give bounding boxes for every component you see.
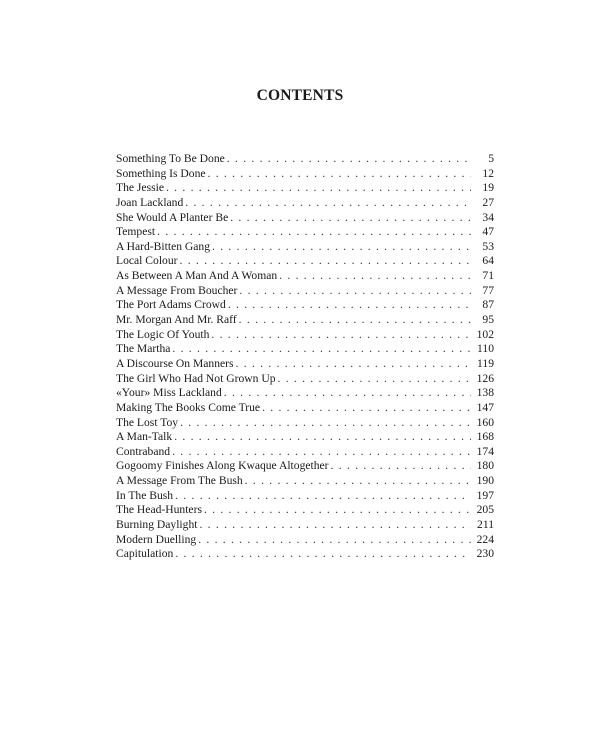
chapter-title: Contraband [116, 444, 171, 458]
dot-leader [245, 474, 471, 489]
dot-leader [227, 152, 471, 167]
toc-entry [116, 181, 494, 196]
chapter-title: A Message From Boucher [116, 283, 238, 297]
page-number: 27 [482, 195, 494, 209]
dot-leader [172, 342, 471, 357]
dot-leader [262, 401, 471, 416]
chapter-title: Joan Lackland [116, 195, 184, 209]
chapter-title: Local Colour [116, 254, 178, 268]
page-number: 147 [476, 400, 494, 414]
dot-leader [198, 533, 471, 548]
dot-leader [239, 313, 471, 328]
dot-leader [175, 489, 471, 504]
toc-entry [116, 489, 494, 504]
page-number: 197 [476, 488, 494, 502]
chapter-title: As Between A Man And A Woman [116, 269, 278, 283]
page-number: 95 [482, 313, 494, 327]
chapter-title: The Head-Hunters [116, 503, 202, 517]
chapter-title: The Jessie [116, 181, 164, 195]
dot-leader [208, 167, 471, 182]
page-number: 77 [482, 283, 494, 297]
page-number: 190 [476, 474, 494, 488]
page-number: 34 [482, 210, 494, 224]
dot-leader [278, 372, 472, 387]
page-number: 12 [482, 166, 494, 180]
dot-leader [224, 386, 471, 401]
chapter-title: Making The Books Come True [116, 400, 261, 414]
chapter-title: Something Is Done [116, 166, 206, 180]
chapter-title: A Hard-Bitten Gang [116, 239, 211, 253]
dot-leader [180, 254, 472, 269]
dot-leader [204, 503, 471, 518]
page-number: 5 [488, 152, 494, 165]
page-number: 138 [476, 386, 494, 400]
page-number: 126 [476, 371, 494, 385]
dot-leader [175, 547, 471, 562]
chapter-title: Tempest [116, 225, 156, 239]
page-number: 180 [476, 459, 494, 473]
toc-entry [116, 269, 494, 284]
dot-leader [172, 445, 471, 460]
dot-leader [199, 518, 471, 533]
toc-entry [116, 152, 494, 167]
dot-leader [212, 240, 471, 255]
toc-entry [116, 430, 494, 445]
page-number: 174 [476, 444, 494, 458]
chapter-title: Burning Daylight [116, 518, 198, 532]
chapter-title: Something To Be Done [116, 152, 225, 165]
chapter-title: Capitulation [116, 547, 174, 561]
toc-entry [116, 167, 494, 182]
page-number: 160 [476, 415, 494, 429]
dot-leader [180, 416, 471, 431]
page-number: 71 [482, 269, 494, 283]
toc-entry [116, 328, 494, 343]
dot-leader [331, 459, 471, 474]
page-number: 205 [476, 503, 494, 517]
chapter-title: A Message From The Bush [116, 474, 243, 488]
toc-entry [116, 225, 494, 240]
toc-entry [116, 298, 494, 313]
chapter-title: Modern Duelling [116, 532, 197, 546]
page-number: 168 [476, 430, 494, 444]
toc-entry [116, 254, 494, 269]
dot-leader [228, 298, 471, 313]
toc-entry [116, 533, 494, 548]
toc-entry [116, 416, 494, 431]
chapter-title: «Your» Miss Lackland [116, 386, 222, 400]
chapter-title: The Port Adams Crowd [116, 298, 226, 312]
dot-leader [174, 430, 471, 445]
page-number: 87 [482, 298, 494, 312]
toc-entry [116, 445, 494, 460]
chapter-title: Gogoomy Finishes Along Kwaque Altogether [116, 459, 329, 473]
toc-entry [116, 518, 494, 533]
page-number: 47 [482, 225, 494, 239]
dot-leader [157, 225, 471, 240]
page-number: 110 [477, 342, 494, 356]
page-number: 224 [476, 532, 494, 546]
chapter-title: The Martha [116, 342, 171, 356]
page-number: 19 [482, 181, 494, 195]
toc-entry [116, 386, 494, 401]
chapter-title: In The Bush [116, 488, 174, 502]
chapter-title: A Discourse On Manners [116, 356, 234, 370]
toc-entry [116, 313, 494, 328]
page-number: 230 [476, 547, 494, 561]
page-number: 102 [476, 327, 494, 341]
toc-entry [116, 196, 494, 211]
chapter-title: The Lost Toy [116, 415, 179, 429]
chapter-title: The Girl Who Had Not Grown Up [116, 371, 276, 385]
chapter-title: The Logic Of Youth [116, 327, 210, 341]
toc-entry [116, 357, 494, 372]
chapter-title: She Would A Planter Be [116, 210, 229, 224]
dot-leader [230, 211, 471, 226]
toc-entry [116, 401, 494, 416]
dot-leader [236, 357, 471, 372]
chapter-title: A Man-Talk [116, 430, 173, 444]
dot-leader [211, 328, 471, 343]
toc-entry [116, 503, 494, 518]
dot-leader [185, 196, 471, 211]
dot-leader [166, 181, 471, 196]
page-number: 53 [482, 239, 494, 253]
toc-entry [116, 474, 494, 489]
toc-entry [116, 240, 494, 255]
page-number: 64 [482, 254, 494, 268]
chapter-title: Mr. Morgan And Mr. Raff [116, 313, 237, 327]
page-number: 119 [477, 356, 494, 370]
table-of-contents [116, 152, 494, 562]
toc-entry [116, 547, 494, 562]
toc-entry [116, 211, 494, 226]
page-number: 211 [477, 518, 494, 532]
dot-leader [239, 284, 471, 299]
toc-entry [116, 459, 494, 474]
dot-leader [279, 269, 471, 284]
toc-entry [116, 284, 494, 299]
toc-entry [116, 372, 494, 387]
contents-heading: CONTENTS [256, 87, 344, 104]
toc-entry [116, 342, 494, 357]
